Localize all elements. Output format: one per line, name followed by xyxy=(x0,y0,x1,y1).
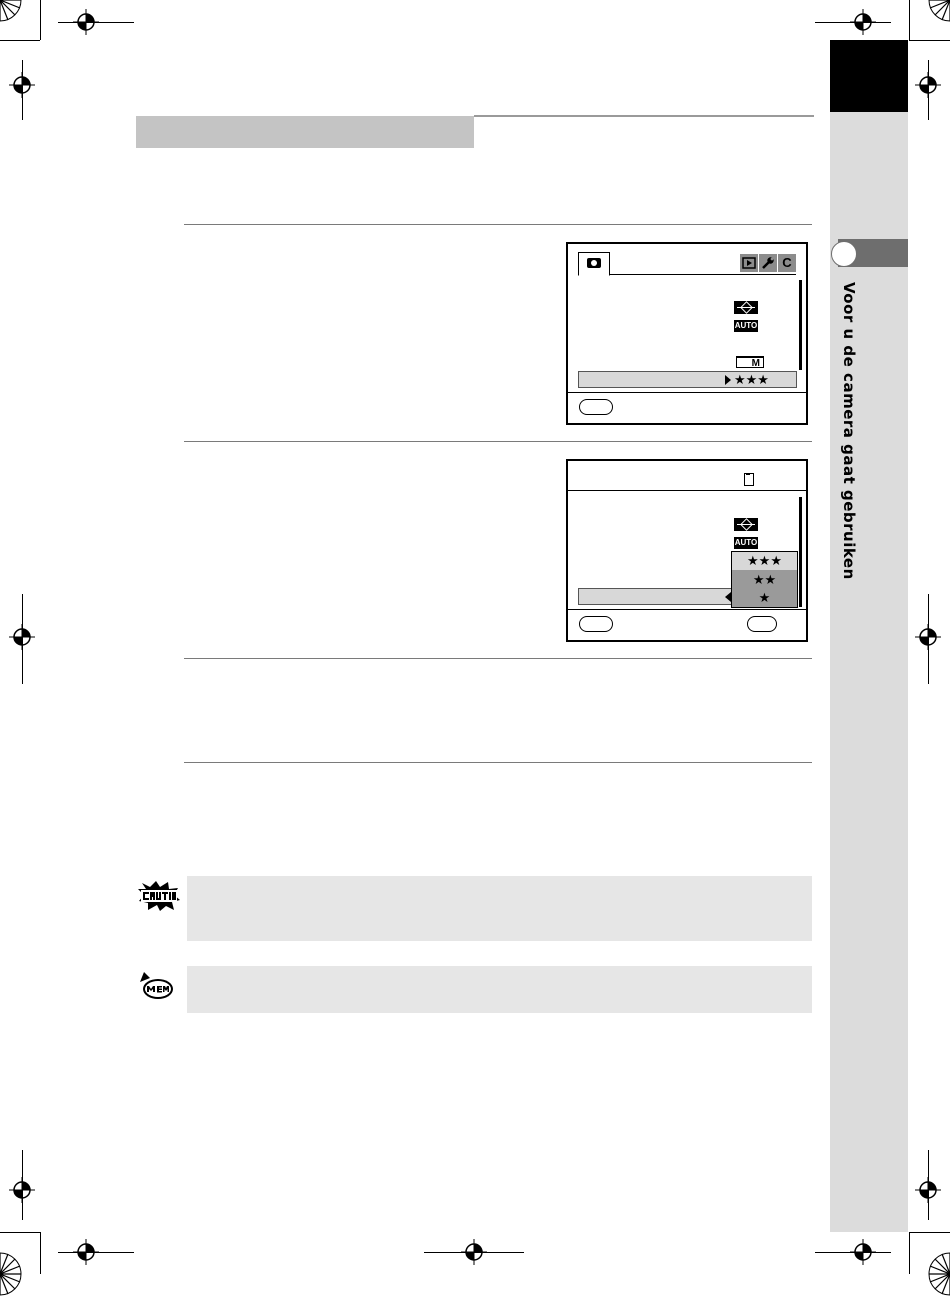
registration-mark-icon xyxy=(461,1239,487,1265)
scrollbar[interactable] xyxy=(799,280,802,370)
caution-icon xyxy=(138,880,180,912)
card-icon xyxy=(744,473,754,486)
caution-note-box xyxy=(187,876,812,941)
registration-mark-icon xyxy=(9,624,35,650)
crop-line xyxy=(909,1232,950,1233)
registration-mark-icon xyxy=(73,1239,99,1265)
registration-mark-icon xyxy=(9,1177,35,1203)
color-wheel-mark-icon xyxy=(0,1252,22,1296)
registration-mark-icon xyxy=(850,9,876,35)
auto-iso-icon: AUTO xyxy=(734,538,758,547)
quality-dropdown[interactable] xyxy=(731,551,798,608)
color-wheel-mark-icon xyxy=(928,0,950,22)
screen-divider xyxy=(568,392,806,393)
memo-icon xyxy=(138,970,174,1002)
screen-divider xyxy=(568,490,806,491)
ok-button-icon xyxy=(747,616,777,632)
crop-line xyxy=(909,40,950,41)
menu-button-icon xyxy=(579,399,613,415)
lcd-screen-quality-select xyxy=(566,459,808,642)
color-wheel-mark-icon xyxy=(928,1252,950,1296)
arrow-right-icon xyxy=(725,375,731,385)
registration-mark-icon xyxy=(915,1177,941,1203)
menu-button-icon xyxy=(579,616,613,632)
screen-divider xyxy=(568,609,806,610)
dropdown-option[interactable]: ★ xyxy=(758,590,771,605)
section-header-line xyxy=(474,115,814,117)
crop-line xyxy=(909,0,910,40)
step-divider xyxy=(184,224,812,225)
section-header-bar xyxy=(136,116,474,148)
scrollbar[interactable] xyxy=(799,497,802,607)
registration-mark-icon xyxy=(9,72,35,98)
chapter-tab-black xyxy=(830,40,908,112)
menu-tab-row xyxy=(578,252,796,275)
registration-mark-icon xyxy=(850,1239,876,1265)
dropdown-option[interactable]: ★★★ xyxy=(747,553,782,568)
lcd-screen-record-menu xyxy=(566,242,808,425)
menu-tab-icons xyxy=(740,254,796,272)
wrench-icon[interactable] xyxy=(759,254,777,272)
custom-c-icon[interactable]: C xyxy=(778,254,796,272)
quality-value: ★★★ xyxy=(734,372,769,387)
step-divider xyxy=(184,762,812,763)
crop-line xyxy=(40,1232,41,1274)
chapter-title: Voor u de camera gaat gebruiken xyxy=(840,282,858,580)
registration-mark-icon xyxy=(73,9,99,35)
step-divider xyxy=(184,658,812,659)
size-m-icon: M xyxy=(736,356,764,368)
crop-line xyxy=(40,0,41,40)
metering-icon xyxy=(734,518,758,531)
registration-mark-icon xyxy=(915,624,941,650)
camera-icon xyxy=(587,258,601,268)
chapter-marker-circle xyxy=(831,241,857,267)
tab-record[interactable] xyxy=(578,252,610,276)
memo-note-box xyxy=(187,966,812,1013)
crop-line xyxy=(0,40,40,41)
auto-iso-icon: AUTO xyxy=(734,321,758,330)
step-divider xyxy=(184,441,812,442)
metering-icon xyxy=(734,301,758,314)
registration-mark-icon xyxy=(915,72,941,98)
play-icon[interactable] xyxy=(740,254,758,272)
dropdown-option[interactable]: ★★ xyxy=(752,572,777,587)
crop-line xyxy=(0,1232,40,1233)
crop-line xyxy=(909,1232,910,1274)
chapter-sidebar xyxy=(830,112,908,1232)
selected-menu-row[interactable] xyxy=(578,588,733,605)
color-wheel-mark-icon xyxy=(0,0,22,22)
